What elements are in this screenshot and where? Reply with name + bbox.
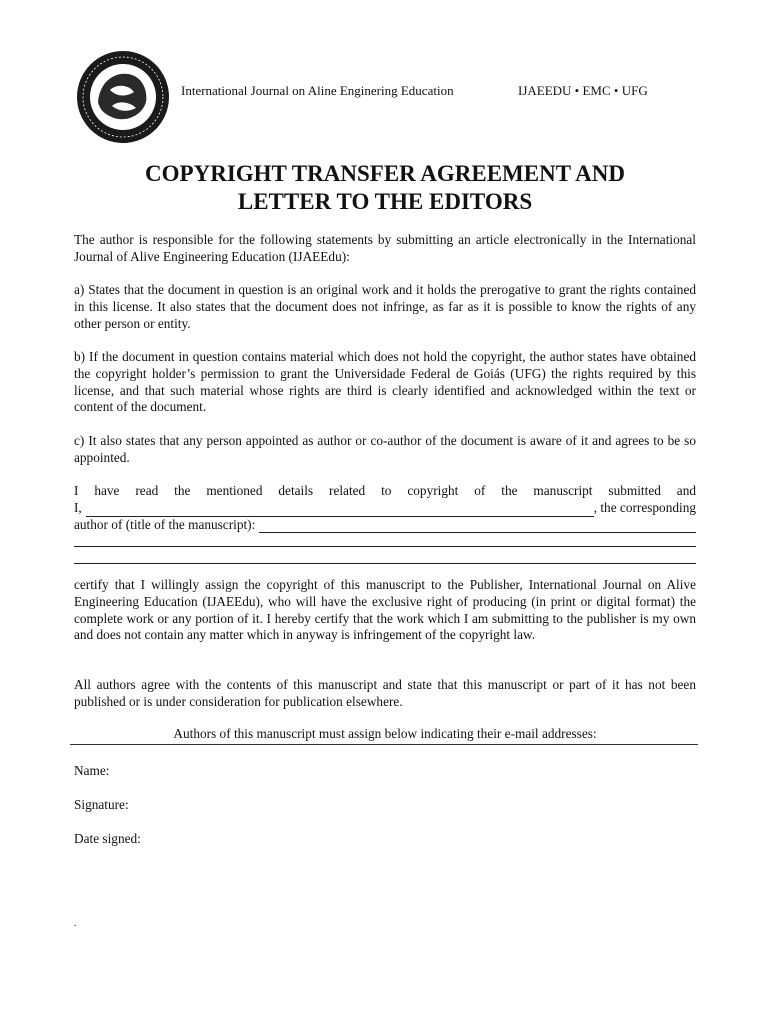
intro-paragraph: The author is responsible for the following statements by submitting an article electronically in the International Journal of Alive Engineering Education (IJAEEdu): xyxy=(74,232,696,264)
declaration-block xyxy=(74,483,696,533)
header-journal-name: International Journal on Aline Enginering Education xyxy=(181,83,454,98)
certify-paragraph: certify that I willingly assign the copyright of this manuscript to the Publisher, International Journal on Alive Engineering Education (IJAEEdu), who will have the exclusive right of producing (in print or digital format) the complete work or any portion of it. I hereby certify that the work which I am submitting to the publisher is my own and does not contain any matter which in anyway is infringement of the copyright law. xyxy=(74,577,696,643)
clause-a-paragraph: a) States that the document in question is an original work and it holds the prerogative to grant the rights contained in this license. It also states that the document does not infringe, as far as it is possible to know the rights of any other person or entity. xyxy=(74,282,696,331)
agreement-paragraph: All authors agree with the contents of this manuscript and state that this manuscript or part of it has not been published or is under consideration for publication elsewhere. xyxy=(74,677,696,709)
manuscript-title-field[interactable] xyxy=(259,520,696,533)
author-name-field[interactable] xyxy=(86,504,594,517)
clause-c-paragraph: c) It also states that any person appointed as author or co-author of the document is aware of it and agrees to be so appointed. xyxy=(74,433,696,465)
manuscript-title-line-3[interactable] xyxy=(74,563,696,564)
declaration-suffix: , the corresponding xyxy=(593,499,696,515)
date-signed-label: Date signed: xyxy=(74,831,141,846)
authors-instruction: Authors of this manuscript must assign below indicating their e-mail addresses: xyxy=(173,726,597,741)
clause-b-paragraph: b) If the document in question contains material which does not hold the copyright, the author states have obtained the copyright holder’s permission to grant the Universidade Federal de Goiás (UFG) the rights required by this license, and that such material whose rights are third is clearly identified and acknowledged within the text or content of the document. xyxy=(74,349,696,415)
declaration-line-1: I have read the mentioned details related to copyright of the manuscript submitted and xyxy=(74,483,696,498)
name-label: Name: xyxy=(74,763,110,778)
declaration-name-row xyxy=(74,500,696,517)
signature-label: Signature: xyxy=(74,797,129,812)
header-tags: IJAEEDU • EMC • UFG xyxy=(518,83,648,98)
document-title xyxy=(74,160,696,216)
declaration-prefix: I, xyxy=(74,499,82,515)
manuscript-title-row xyxy=(74,517,696,534)
title-line-2: LETTER TO THE EDITORS xyxy=(237,189,533,214)
footer-mark: . xyxy=(74,918,77,929)
title-line-1: COPYRIGHT TRANSFER AGREEMENT AND xyxy=(145,161,625,186)
instruction-divider xyxy=(70,744,698,745)
journal-logo-icon xyxy=(76,50,170,144)
author-of-label: author of (title of the manuscript): xyxy=(74,516,256,532)
manuscript-title-line-2[interactable] xyxy=(74,546,696,547)
